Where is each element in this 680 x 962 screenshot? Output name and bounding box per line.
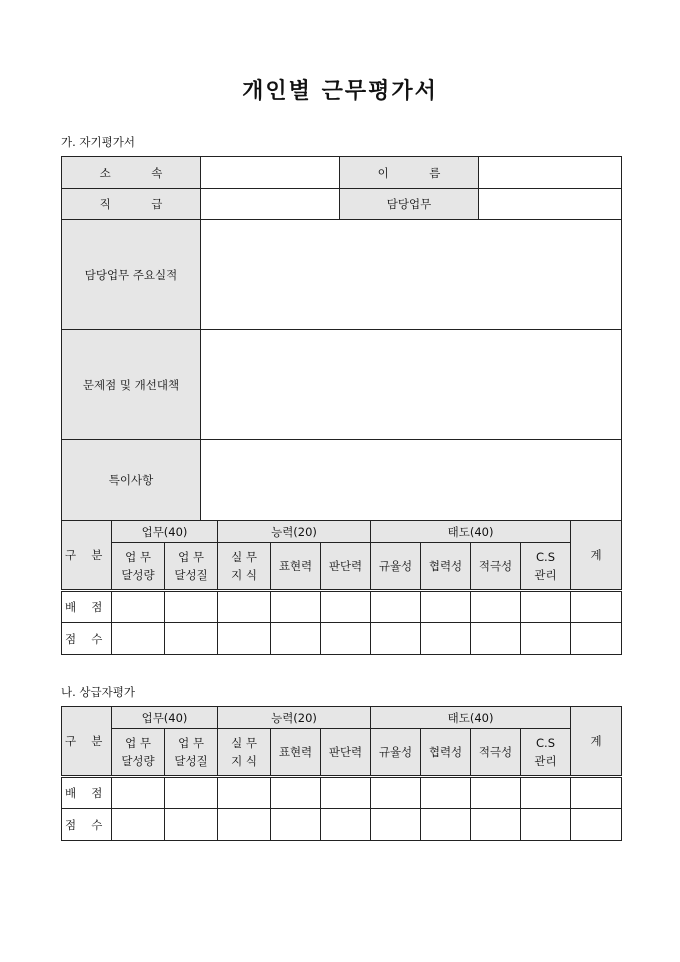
achievements-field[interactable] bbox=[201, 220, 622, 330]
col-practical-knowledge: 실 무 지 식 bbox=[218, 543, 271, 591]
col-cooperation: 협력성 bbox=[421, 543, 471, 591]
col-expression: 표현력 bbox=[271, 543, 321, 591]
total-label: 계 bbox=[571, 707, 622, 777]
col-work-quantity: 업 무 달성량 bbox=[112, 543, 165, 591]
self-eval-info-table bbox=[61, 156, 622, 521]
allocation-row-label: 배 점 bbox=[62, 591, 112, 623]
col-cs-management: C.S 관리 bbox=[521, 729, 571, 777]
col-work-quantity: 업 무 달성량 bbox=[112, 729, 165, 777]
col-practical-knowledge: 실 무 지 식 bbox=[218, 729, 271, 777]
allocation-row-label: 배 점 bbox=[62, 777, 112, 809]
supervisor-score-table bbox=[61, 706, 622, 841]
group-attitude: 태도(40) bbox=[371, 521, 571, 543]
category-label: 구 분 bbox=[62, 521, 112, 591]
col-initiative: 적극성 bbox=[471, 543, 521, 591]
group-ability: 능력(20) bbox=[218, 521, 371, 543]
remarks-label: 특이사항 bbox=[62, 440, 201, 521]
col-initiative: 적극성 bbox=[471, 729, 521, 777]
achievements-label: 담당업무 주요실적 bbox=[62, 220, 201, 330]
name-label: 이 름 bbox=[340, 157, 479, 189]
remarks-field[interactable] bbox=[201, 440, 622, 521]
duty-label: 담당업무 bbox=[340, 189, 479, 220]
col-discipline: 규율성 bbox=[371, 543, 421, 591]
affiliation-field[interactable] bbox=[201, 157, 340, 189]
self-score-table bbox=[61, 520, 622, 655]
group-attitude: 태도(40) bbox=[371, 707, 571, 729]
self-eval-section-label: 가. 자기평가서 bbox=[61, 135, 135, 149]
duty-field[interactable] bbox=[479, 189, 622, 220]
col-discipline: 규율성 bbox=[371, 729, 421, 777]
document-title: 개인별 근무평가서 bbox=[242, 78, 438, 104]
group-work: 업무(40) bbox=[112, 707, 218, 729]
col-work-quality: 업 무 달성질 bbox=[165, 543, 218, 591]
score-row-label: 점 수 bbox=[62, 623, 112, 655]
total-label: 계 bbox=[571, 521, 622, 591]
rank-field[interactable] bbox=[201, 189, 340, 220]
group-work: 업무(40) bbox=[112, 521, 218, 543]
supervisor-section-label: 나. 상급자평가 bbox=[61, 685, 135, 699]
problems-field[interactable] bbox=[201, 330, 622, 440]
problems-label: 문제점 및 개선대책 bbox=[62, 330, 201, 440]
col-cs-management: C.S 관리 bbox=[521, 543, 571, 591]
rank-label: 직 급 bbox=[62, 189, 201, 220]
col-expression: 표현력 bbox=[271, 729, 321, 777]
category-label: 구 분 bbox=[62, 707, 112, 777]
score-row-label: 점 수 bbox=[62, 809, 112, 841]
col-work-quality: 업 무 달성질 bbox=[165, 729, 218, 777]
col-judgment: 판단력 bbox=[321, 729, 371, 777]
group-ability: 능력(20) bbox=[218, 707, 371, 729]
affiliation-label: 소 속 bbox=[62, 157, 201, 189]
col-cooperation: 협력성 bbox=[421, 729, 471, 777]
col-judgment: 판단력 bbox=[321, 543, 371, 591]
name-field[interactable] bbox=[479, 157, 622, 189]
